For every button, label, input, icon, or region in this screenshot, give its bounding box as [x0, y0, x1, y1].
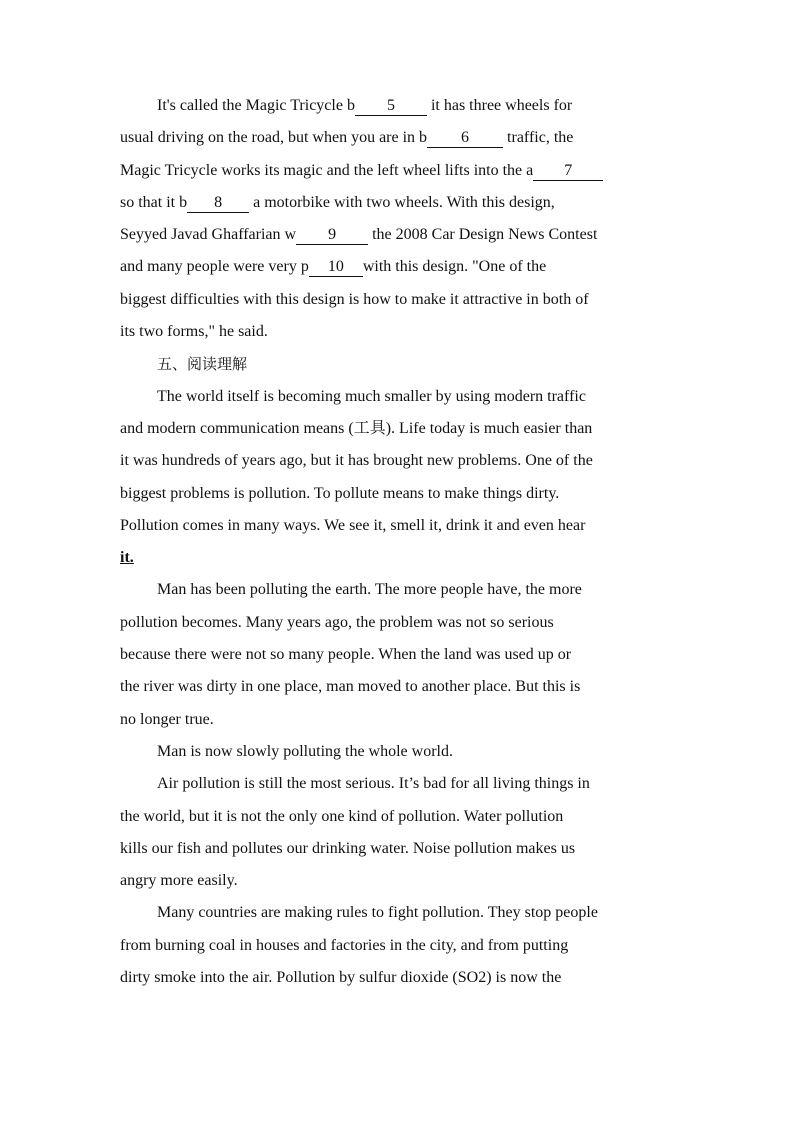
answer-blank-6: 6 — [427, 129, 503, 148]
answer-blank-8: 8 — [187, 194, 249, 213]
text-line: biggest problems is pollution. To pollute means to make things dirty. — [120, 484, 560, 502]
answer-blank-5: 5 — [355, 97, 427, 116]
text-line — [120, 155, 680, 187]
text-line: the river was dirty in one place, man moved to another place. But this is — [120, 678, 581, 696]
text-line: The world itself is becoming much smaller by using modern traffic — [157, 387, 586, 405]
text-line: biggest difficulties with this design is how to make it attractive in both of — [120, 290, 589, 308]
text-segment: usual driving on the road, but when you are in b — [120, 129, 428, 147]
text-line — [120, 219, 680, 251]
text-line: Man has been polluting the earth. The more people have, the more — [157, 581, 582, 599]
text-segment: Magic Tricycle works its magic and the left wheel lifts into the a — [120, 161, 534, 179]
text-line: Many countries are making rules to fight pollution. They stop people — [157, 904, 598, 922]
text-segment: it has three wheels for — [426, 97, 573, 114]
text-line: no longer true. — [120, 710, 214, 728]
text-line: it was hundreds of years ago, but it has brought new problems. One of the — [120, 452, 593, 470]
text-line — [120, 187, 680, 219]
text-segment: the 2008 Car Design News Contest — [368, 226, 598, 244]
text-line — [120, 122, 680, 154]
section-heading: 五、阅读理解 — [157, 355, 248, 374]
text-segment: It's called the Magic Tricycle b — [157, 97, 355, 114]
text-line: pollution becomes. Many years ago, the problem was not so serious — [120, 613, 554, 631]
answer-blank-10: 10 — [309, 258, 363, 277]
text-line — [120, 251, 680, 283]
text-line: from burning coal in houses and factories in the city, and from putting — [120, 936, 569, 954]
text-segment: traffic, the — [503, 129, 574, 147]
text-line: Pollution comes in many ways. We see it, smell it, drink it and even hear — [120, 516, 586, 534]
document-page — [120, 90, 680, 994]
text-line — [120, 90, 680, 122]
text-line: angry more easily. — [120, 872, 238, 890]
text-line: its two forms," he said. — [120, 323, 268, 341]
text-segment: so that it b — [120, 193, 188, 211]
text-line: kills our fish and pollutes our drinking water. Noise pollution makes us — [120, 839, 576, 857]
text-line: Air pollution is still the most serious. It’s bad for all living things in — [157, 775, 590, 793]
text-line — [120, 542, 680, 574]
text-line: the world, but it is not the only one kind of pollution. Water pollution — [120, 807, 564, 825]
answer-blank-7: 7 — [533, 162, 603, 181]
text-line: and modern communication means (工具). Life today is much easier than — [120, 419, 593, 437]
underlined-word: it. — [120, 549, 134, 567]
answer-blank-9: 9 — [296, 226, 368, 245]
text-segment: with this design. "One of the — [362, 258, 547, 276]
text-segment: and many people were very p — [120, 258, 309, 276]
text-segment: Seyyed Javad Ghaffarian w — [120, 226, 297, 244]
text-line: dirty smoke into the air. Pollution by sulfur dioxide (SO2) is now the — [120, 969, 562, 987]
text-line: because there were not so many people. When the land was used up or — [120, 646, 572, 664]
text-line: Man is now slowly polluting the whole world. — [157, 742, 453, 760]
text-segment: a motorbike with two wheels. With this design, — [249, 193, 555, 211]
